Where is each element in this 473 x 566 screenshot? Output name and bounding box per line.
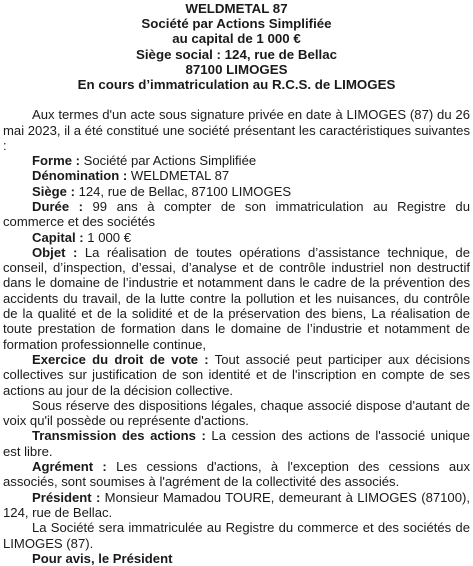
siege-label: Siège : — [32, 183, 75, 199]
transmission-label: Transmission des actions : — [32, 428, 206, 444]
company-postal: 87100 LIMOGES — [185, 61, 288, 77]
company-seat: Siège social : 124, rue de Bellac — [135, 46, 338, 62]
duree-value: 99 ans à compter de son immatriculation au Registre du commerce et des sociétés — [3, 199, 470, 230]
capital-value: 1 000 € — [83, 229, 131, 245]
vote-label: Exercice du droit de vote : — [32, 351, 209, 367]
forme-value: Société par Actions Simplifiée — [80, 153, 257, 169]
field-agrement — [3, 459, 470, 490]
field-president — [3, 490, 470, 521]
field-capital — [3, 230, 470, 245]
notice-body — [3, 107, 470, 566]
agrement-label: Agrément : — [32, 459, 107, 475]
company-name: WELDMETAL 87 — [185, 1, 288, 16]
capital-label: Capital : — [32, 229, 84, 245]
president-label: Président : — [32, 489, 101, 505]
field-duree — [3, 199, 470, 230]
company-form: Société par Actions Simplifiée — [141, 16, 332, 32]
transmission-value: La cession des actions de l'associé unique est libre. — [3, 428, 471, 459]
field-vote — [3, 352, 470, 398]
denomination-value: WELDMETAL 87 — [127, 168, 230, 184]
president-value: Monsieur Mamadou TOURE, demeurant à LIMOGES (87100), 124, rue de Bellac. — [3, 489, 470, 520]
vote-value: Tout associé peut participer aux décisions collectives sur justification de son identité et de l'inscription en compte de ses actions au jour de la décision collective. — [3, 351, 470, 398]
objet-label: Objet : — [32, 244, 78, 260]
field-objet — [3, 245, 470, 352]
forme-label: Forme : — [32, 153, 81, 169]
field-siege — [3, 184, 470, 199]
duree-label: Durée : — [32, 199, 83, 214]
immatriculation-paragraph: La Société sera immatriculée au Registre du commerce et des sociétés de LIMOGES (87). — [3, 520, 470, 551]
intro-paragraph: Aux termes d'un acte sous signature privée en date à LIMOGES (87) du 26 mai 2023, il a été constitué une société présentant les caractéristiques suivantes : — [3, 107, 470, 153]
notice-header — [3, 1, 470, 92]
siege-value: 124, rue de Bellac, 87100 LIMOGES — [74, 183, 292, 199]
reserve-paragraph: Sous réserve des dispositions légales, chaque associé dispose d'autant de voix qu'il possède ou représente d'actions. — [3, 397, 470, 429]
denomination-label: Dénomination : — [32, 168, 128, 184]
agrement-value: Les cessions d'actions, à l'exception des cessions aux associés, sont soumises à l'agrément de la collectivité des associés. — [3, 459, 470, 490]
objet-value: La réalisation de toutes opérations d’assistance technique, de conseil, d’inspection, d’essai, d’analyse et de contrôle industriel non destructif dans le domaine de l’industrie et notamment dans le cadre de la prévention des accidents du travail, de la lutte contre la pollution et les nuisances, du contrôle de la qualité et de la solidité et de la préservation des biens, La réalisation de toute prestation de formation dans le domaine de l’industrie et notamment de formation professionnelle continue, — [3, 244, 470, 352]
signature: Pour avis, le Président — [32, 550, 173, 566]
company-capital: au capital de 1 000 € — [172, 31, 301, 47]
field-transmission — [3, 428, 470, 459]
company-registration: En cours d’immatriculation au R.C.S. de LIMOGES — [77, 77, 396, 93]
field-forme — [3, 153, 470, 168]
field-denomination — [3, 168, 470, 183]
